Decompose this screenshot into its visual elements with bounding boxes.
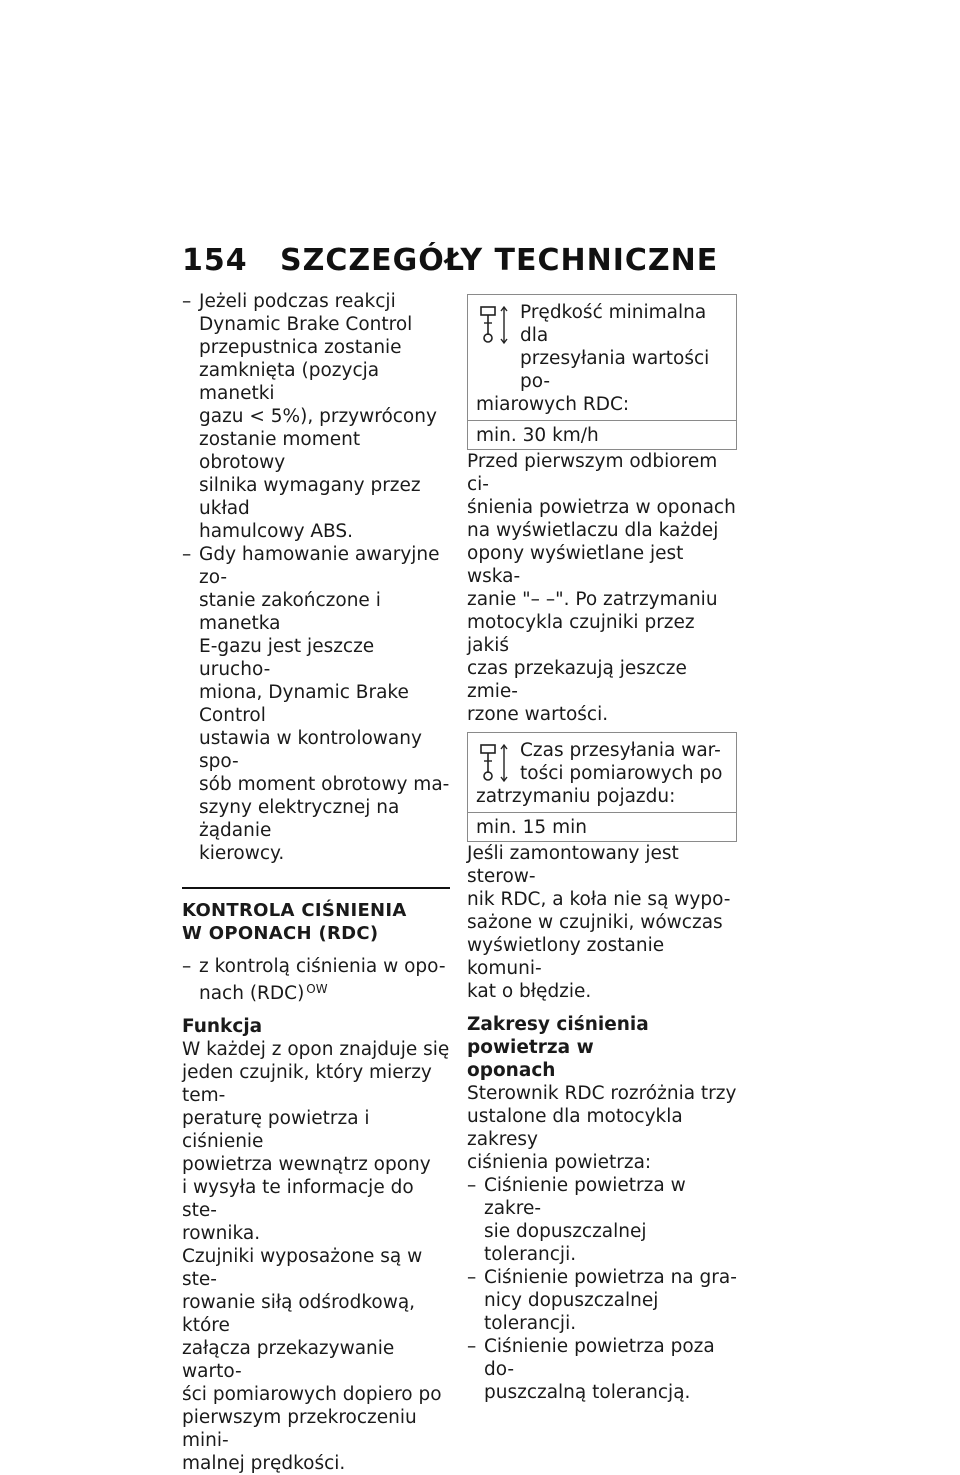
list-item: – Jeżeli podczas reakcji Dynamic Brake Control przepustnica zostanie zamknięta (pozycja manetki gazu < 5%), przywrócony zostanie moment obrotowy silnika wymagany przez układ hamulcowy ABS. bbox=[182, 291, 437, 542]
function-paragraph: W każdej z opon znajduje się jeden czujnik, który mierzy tem- peraturę powietrza i ciśnienie powietrza wewnątrz opony i wysyła te informacje do ste- rownika. bbox=[182, 1039, 450, 1244]
paragraph: Sterownik RDC rozróżnia trzy ustalone dla motocykla zakresy ciśnienia powietrza: bbox=[467, 1083, 737, 1173]
section-title: KONTROLA CIŚNIENIA W OPONACH (RDC) bbox=[182, 900, 407, 944]
list-item: – Ciśnienie powietrza w zakre- sie dopuszczalnej tolerancji. bbox=[467, 1175, 686, 1265]
list-item: – Gdy hamowanie awaryjne zo- stanie zakończone i manetka E-gazu jest jeszcze urucho- miona, Dynamic Brake Control ustawia w kontrolowany spo- sób moment obrotowy ma- szyny elektrycznej na żądanie kierowcy. bbox=[182, 544, 450, 864]
ranges-heading: Zakresy ciśnienia powietrza w oponach bbox=[467, 1014, 649, 1081]
list-item: – Ciśnienie powietrza na gra- nicy dopuszczalnej tolerancji. bbox=[467, 1267, 737, 1334]
spec-value: min. 30 km/h bbox=[468, 420, 736, 449]
list-item: – Ciśnienie powietrza poza do- puszczalną tolerancją. bbox=[467, 1336, 715, 1403]
spec-box: Czas przesyłania war- tości pomiarowych po zatrzymaniu pojazdu: min. 15 min bbox=[467, 732, 737, 842]
section-divider bbox=[182, 887, 450, 889]
spec-value: min. 15 min bbox=[468, 812, 736, 841]
function-paragraph: Czujniki wyposażone są w ste- rowanie siłą odśrodkową, które załącza przekazywanie warto- ści pomiarowych dopiero po pierwszym przekroczeniu mini- malnej prędkości. bbox=[182, 1246, 442, 1474]
right-column bbox=[467, 294, 737, 1404]
option-item: – z kontrolą ciśnienia w opo- nach (RDC) $^{OW}$ bbox=[182, 956, 446, 1004]
spec-box: Prędkość minimalna dla przesyłania wartości po- miarowych RDC: min. 30 km/h bbox=[467, 294, 737, 450]
page-number: 154 bbox=[182, 243, 248, 278]
paragraph: Jeśli zamontowany jest sterow- nik RDC, a koła nie są wypo- sażone w czujniki, wówczas wyświetlony zostanie komuni- kat o błędzie. bbox=[467, 843, 731, 1002]
paragraph: Przed pierwszym odbiorem ci- śnienia powietrza w oponach na wyświetlaczu dla każdej opony wyświetlane jest wska- zanie "– –". Po zatrzymaniu motocykla czujniki przez jakiś czas przekazują jeszcze zmie- rzone wartości. bbox=[467, 451, 736, 725]
gauge-tool-icon bbox=[478, 743, 510, 783]
gauge-tool-icon bbox=[478, 305, 510, 345]
page-title: SZCZEGÓŁY TECHNICZNE bbox=[280, 243, 719, 278]
option-superscript: OW bbox=[306, 982, 328, 996]
function-heading: Funkcja bbox=[182, 1016, 263, 1037]
page-header bbox=[182, 243, 718, 278]
left-column bbox=[182, 290, 450, 1475]
